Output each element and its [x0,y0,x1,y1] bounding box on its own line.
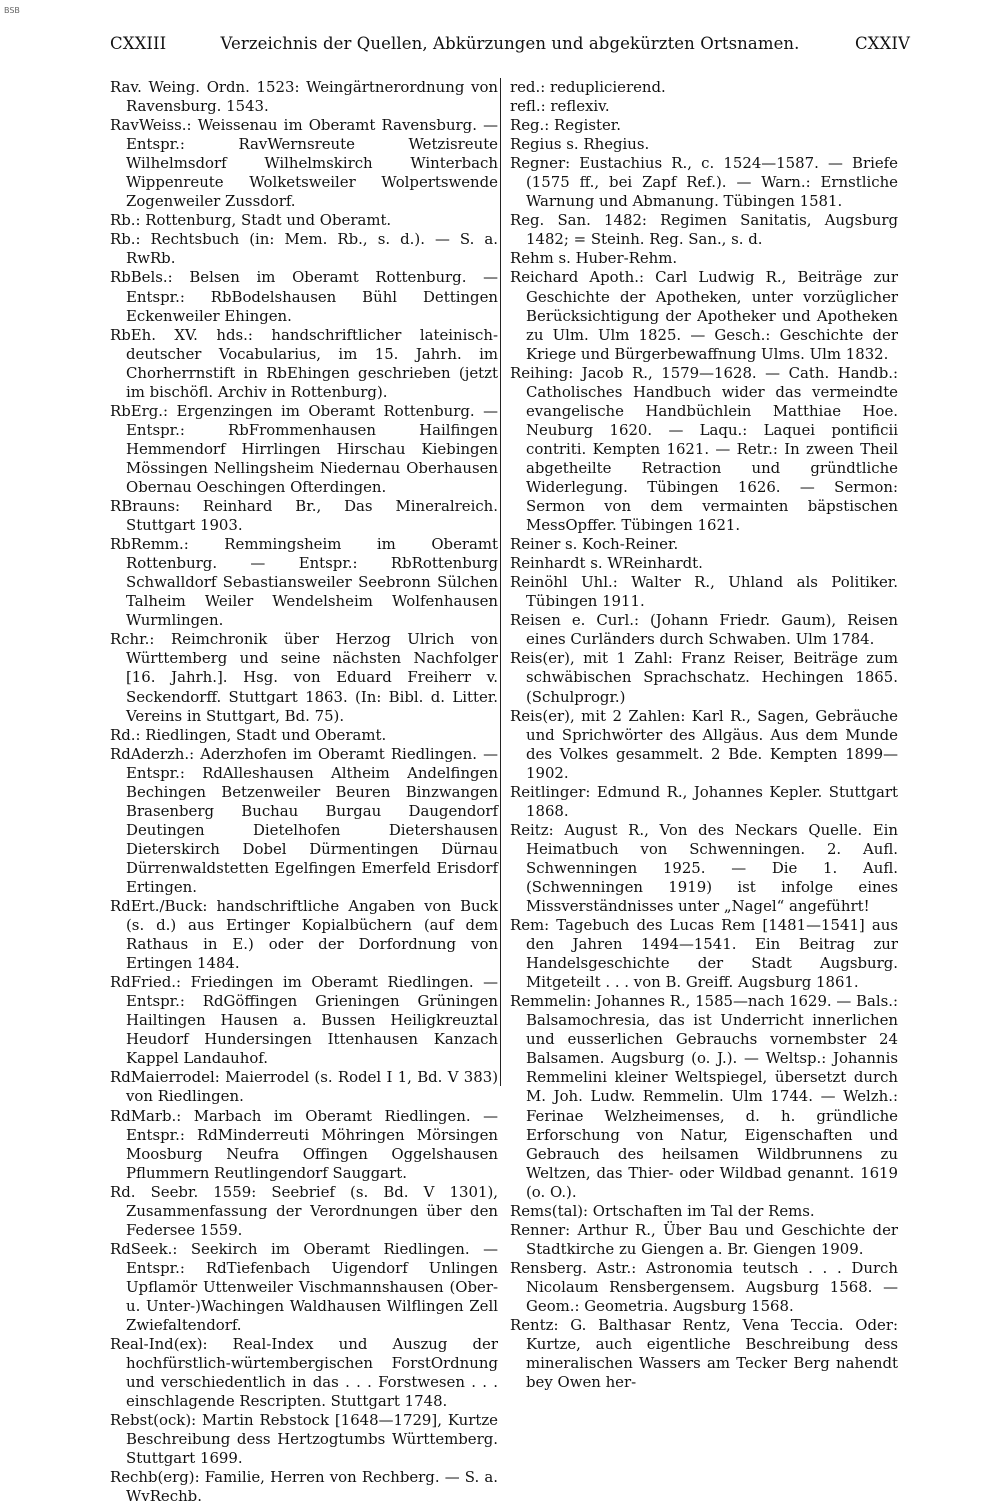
entry: Rensberg. Astr.: Astronomia teutsch . . . Durch Nicolaum Rensbergensem. Augsburg 1568. — Geom.: Geometria. Augsburg 1568. [510,1258,898,1315]
entry: RbErg.: Ergenzingen im Oberamt Rottenburg. — Entspr.: RbFrommenhausen Hailfingen Hemmendorf Hirrlingen Hirschau Kiebingen Mössingen Nellingsheim Niedernau Oberhausen Obernau Oeschingen Ofterdingen. [110,401,498,496]
entry: RbBels.: Belsen im Oberamt Rottenburg. — Entspr.: RbBodelshausen Bühl Dettingen Eckenweiler Ehingen. [110,268,498,325]
entry: Rav. Weing. Ordn. 1523: Weingärtnerordnung von Ravensburg. 1543. [110,78,498,116]
entry: RBrauns: Reinhard Br., Das Mineralreich. Stuttgart 1903. [110,497,498,535]
entry: Reichard Apoth.: Carl Ludwig R., Beiträge zur Geschichte der Apotheken, unter vorzüglicher Berücksichtigung der Apotheker und Apotheken zu Ulm. Ulm 1825. — Gesch.: Geschichte der Kriege und Bürgerbewaffnung Ulms. Ulm 1832. [510,268,898,363]
entry: Reis(er), mit 2 Zahlen: Karl R., Sagen, Gebräuche und Sprichwörter des Allgäus. Aus dem Munde des Volkes gesammelt. 2 Bde. Kempten 1899—1902. [510,706,898,782]
entry: Rebst(ock): Martin Rebstock [1648—1729], Kurtze Beschreibung dess Hertzogtumbs Württemberg. Stuttgart 1699. [110,1411,498,1468]
entry: Reiner s. Koch-Reiner. [510,535,679,554]
entry: Renner: Arthur R., Über Bau und Geschichte der Stadtkirche zu Giengen a. Br. Giengen 1909. [510,1220,898,1258]
entry: Remmelin: Johannes R., 1585—nach 1629. — Bals.: Balsamochresia, das ist Underricht innerlichen und eusserlichen Gebrauchs vornembster 24 Balsamen. Augsburg (o. J.). — Weltsp.: Johannis Remmelini kleiner Weltspiegel, übersetzt durch M. Joh. Ludw. Remmelin. Ulm 1744. — Welzh.: Ferinae Welzheimenses, d. h. gründliche Erforschung von Natur, Eigenschaften und Gebrauch des heilsamen Wildbrunnens zu Weltzen, das Thier- oder Wildbad genannt. 1619 (o. O.). [510,992,898,1201]
entry: Reihing: Jacob R., 1579—1628. — Cath. Handb.: Catholisches Handbuch wider das vermeindte evangelische Handbüchlein Matthiae Hoe. Neuburg 1620. — Laqu.: Laquei pontificii contriti. Kempten 1621. — Retr.: In zween Theil abgetheilte Retraction und gründtliche Widerlegung. Tübingen 1626. — Sermon: Sermon von dem vermainten bäpstischen MessOpffer. Tübingen 1621. [510,363,898,535]
entry: Reis(er), mit 1 Zahl: Franz Reiser, Beiträge zum schwäbischen Sprachschatz. Hechingen 1865. (Schulprogr.) [510,649,898,706]
entry: RdMarb.: Marbach im Oberamt Riedlingen. — Entspr.: RdMinderreuti Möhringen Mörsingen Moosburg Neufra Offingen Oggelshausen Pflummern Reutlingendorf Sauggart. [110,1106,498,1182]
entry: Rchr.: Reimchronik über Herzog Ulrich von Württemberg und seine nächsten Nachfolger [16. Jahrh.]. Hsg. von Eduard Freiherr v. Seckendorff. Stuttgart 1863. (In: Bibl. d. Litter. Vereins in Stuttgart, Bd. 75). [110,630,498,725]
entry: RdAderzh.: Aderzhofen im Oberamt Riedlingen. — Entspr.: RdAlleshausen Altheim Andelfingen Bechingen Betzenweiler Beuren Binzwangen Brasenberg Buchau Burgau Daugendorf Deutingen Dietelhofen Dietershausen Dieterskirch Dobel Dürmentingen Dürnau Dürrenwaldstetten Egelfingen Emerfeld Erisdorf Ertingen. [110,744,498,896]
entry: RbEh. XV. hds.: handschriftlicher lateinisch-deutscher Vocabularius, im 15. Jahrh. im Chorherrnstift in RbEhingen geschrieben (jetzt im bischöfl. Archiv in Rottenburg). [110,325,498,401]
entry: refl.: reflexiv. [510,97,610,116]
entry: RdMaierrodel: Maierrodel (s. Rodel I 1, Bd. V 383) von Riedlingen. [110,1068,498,1106]
entry: RavWeiss.: Weissenau im Oberamt Ravensburg. — Entspr.: RavWernsreute Wetzisreute Wilhelmsdorf Wilhelmskirch Winterbach Wippenreute Wolketsweiler Wolpertswende Zogenweiler Zussdorf. [110,116,498,211]
entry: Reg. San. 1482: Regimen Sanitatis, Augsburg 1482; = Steinh. Reg. San., s. d. [510,211,898,249]
entry: Regner: Eustachius R., c. 1524—1587. — Briefe (1575 ff., bei Zapf Ref.). — Warn.: Ernstliche Warnung und Abmanung. Tübingen 1581. [510,154,898,211]
entry: Reitz: August R., Von des Neckars Quelle. Ein Heimatbuch von Schwenningen. 2. Aufl. Schwenningen 1925. — Die 1. Aufl. (Schwenningen 1919) ist infolge eines Missverständnisses unter „Nagel“ angeführt! [510,820,898,916]
entry: RdFried.: Friedingen im Oberamt Riedlingen. — Entspr.: RdGöffingen Grieningen Grüningen Hailtingen Hausen a. Bussen Heiligkreuztal Heudorf Hundersingen Ittenhausen Kanzach Kappel Landauhof. [110,973,498,1068]
left-column [110,78,498,1507]
entry: Rems(tal): Ortschaften im Tal der Rems. [510,1201,815,1220]
entry: red.: reduplicierend. [510,78,666,96]
entry: Reisen e. Curl.: (Johann Friedr. Gaum), Reisen eines Curländers durch Schwaben. Ulm 1784. [510,611,898,649]
entry: Rd.: Riedlingen, Stadt und Oberamt. [110,725,387,744]
page-header [110,34,910,58]
entry: Reg.: Register. [510,116,622,135]
page-number-left: CXXIII [110,34,167,53]
entry: RbRemm.: Remmingsheim im Oberamt Rottenburg. — Entspr.: RbRottenburg Schwalldorf Sebastiansweiler Seebronn Sülchen Talheim Weiler Wendelsheim Wolfenhausen Wurmlingen. [110,535,498,630]
entry: Rd. Seebr. 1559: Seebrief (s. Bd. V 1301), Zusammenfassung der Verordnungen über den Federsee 1559. [110,1182,498,1239]
right-column [510,78,898,1392]
page-title: Verzeichnis der Quellen, Abkürzungen und abgekürzten Ortsnamen. [220,34,800,53]
entry: RdErt./Buck: handschriftliche Angaben von Buck (s. d.) aus Ertinger Kopialbüchern (auf dem Rathaus in E.) oder der Dorfordnung von Ertingen 1484. [110,897,498,973]
entry: Rb.: Rechtsbuch (in: Mem. Rb., s. d.). — S. a. RwRb. [110,230,498,268]
column-divider [500,78,501,1086]
entry: Reinhardt s. WReinhardt. [510,554,703,573]
entry: Rehm s. Huber-Rehm. [510,249,678,268]
entry: Rem: Tagebuch des Lucas Rem [1481—1541] aus den Jahren 1494—1541. Ein Beitrag zur Handelsgeschichte der Stadt Augsburg. Mitgeteilt . . . von B. Greiff. Augsburg 1861. [510,916,898,992]
entry: Rb.: Rottenburg, Stadt und Oberamt. [110,211,392,230]
entry: RdSeek.: Seekirch im Oberamt Riedlingen. — Entspr.: RdTiefenbach Uigendorf Unlingen Upflamör Uttenweiler Vischmannshausen (Ober- u. Unter-)Wachingen Waldhausen Wilflingen Zell Zwiefaltendorf. [110,1239,498,1335]
entry: Reinöhl Uhl.: Walter R., Uhland als Politiker. Tübingen 1911. [510,573,898,611]
entry: Rechb(erg): Familie, Herren von Rechberg. — S. a. WvRechb. [110,1468,498,1506]
library-stamp: BSB [4,6,20,15]
entry: Reitlinger: Edmund R., Johannes Kepler. Stuttgart 1868. [510,782,898,820]
entry: Rentz: G. Balthasar Rentz, Vena Teccia. Oder: Kurtze, auch eigentliche Beschreibung dess mineralischen Wassers am Tecker Berg nahendt bey Owen her- [510,1316,898,1392]
entry: Real-Ind(ex): Real-Index und Auszug der hochfürstlich-würtembergischen ForstOrdnung und verschiedentlich in das . . . Forstwesen . . . einschlagende Rescripten. Stuttgart 1748. [110,1335,498,1411]
page-number-right: CXXIV [854,34,910,53]
entry: Regius s. Rhegius. [510,135,650,154]
